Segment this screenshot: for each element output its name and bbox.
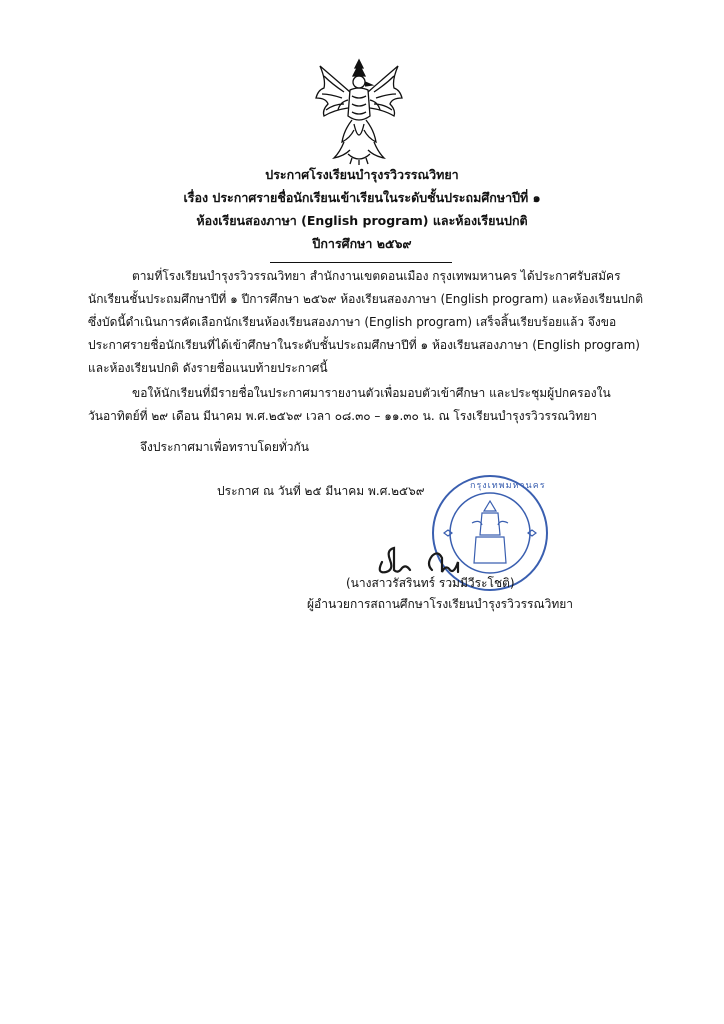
paragraph-1-line-3: ซึ่งบัดนี้ดำเนินการคัดเลือกนักเรียนห้องเรียนสองภาษา (English program) เสร็จสิ้นเรียบร้อยแล้ว จึงขอ <box>88 315 617 329</box>
paragraph-1-line-5: และห้องเรียนปกติ ดังรายชื่อแนบท้ายประกาศนี้ <box>88 361 328 375</box>
announcement-subject-program: ห้องเรียนสองภาษา (English program) และห้องเรียนปกติ <box>196 213 528 228</box>
paragraph-1-line-1: ตามที่โรงเรียนบำรุงรวิวรรณวิทยา สำนักงานเขตดอนเมือง กรุงเทพมหานคร ได้ประกาศรับสมัคร <box>132 269 621 283</box>
announcement-academic-year: ปีการศึกษา ๒๕๖๙ <box>312 236 412 251</box>
stamp-label: กรุงเทพมหานคร <box>470 481 546 491</box>
announcement-date: ประกาศ ณ วันที่ ๒๕ มีนาคม พ.ศ.๒๕๖๙ <box>217 484 425 498</box>
announcement-subject: เรื่อง ประกาศรายชื่อนักเรียนเข้าเรียนในระดับชั้นประถมศึกษาปีที่ ๑ <box>183 190 541 205</box>
paragraph-1-line-4: ประกาศรายชื่อนักเรียนที่ได้เข้าศึกษาในระดับชั้นประถมศึกษาปีที่ ๑ ห้องเรียนสองภาษา (English program) <box>88 338 640 352</box>
garuda-emblem-icon <box>314 58 404 166</box>
signatory-name: (นางสาวรัสรินทร์ รวมมีวีระโชติ) <box>346 576 515 590</box>
announcement-title: ประกาศโรงเรียนบำรุงรวิวรรณวิทยา <box>265 167 459 182</box>
signatory-position: ผู้อำนวยการสถานศึกษาโรงเรียนบำรุงรวิวรรณวิทยา <box>307 597 574 611</box>
paragraph-1-line-2: นักเรียนชั้นประถมศึกษาปีที่ ๑ ปีการศึกษา ๒๕๖๙ ห้องเรียนสองภาษา (English program) และห้องเรียนปกติ <box>88 292 643 306</box>
closing-statement: จึงประกาศมาเพื่อทราบโดยทั่วกัน <box>140 440 309 454</box>
paragraph-2-line-1: ขอให้นักเรียนที่มีรายชื่อในประกาศมารายงานตัวเพื่อมอบตัวเข้าศึกษา และประชุมผู้ปกครองใน <box>132 386 611 400</box>
paragraph-2-line-2: วันอาทิตย์ที่ ๒๙ เดือน มีนาคม พ.ศ.๒๕๖๙ เวลา ๐๘.๓๐ – ๑๑.๓๐ น. ณ โรงเรียนบำรุงรวิวรรณวิทยา <box>88 409 597 423</box>
title-divider <box>270 262 452 263</box>
